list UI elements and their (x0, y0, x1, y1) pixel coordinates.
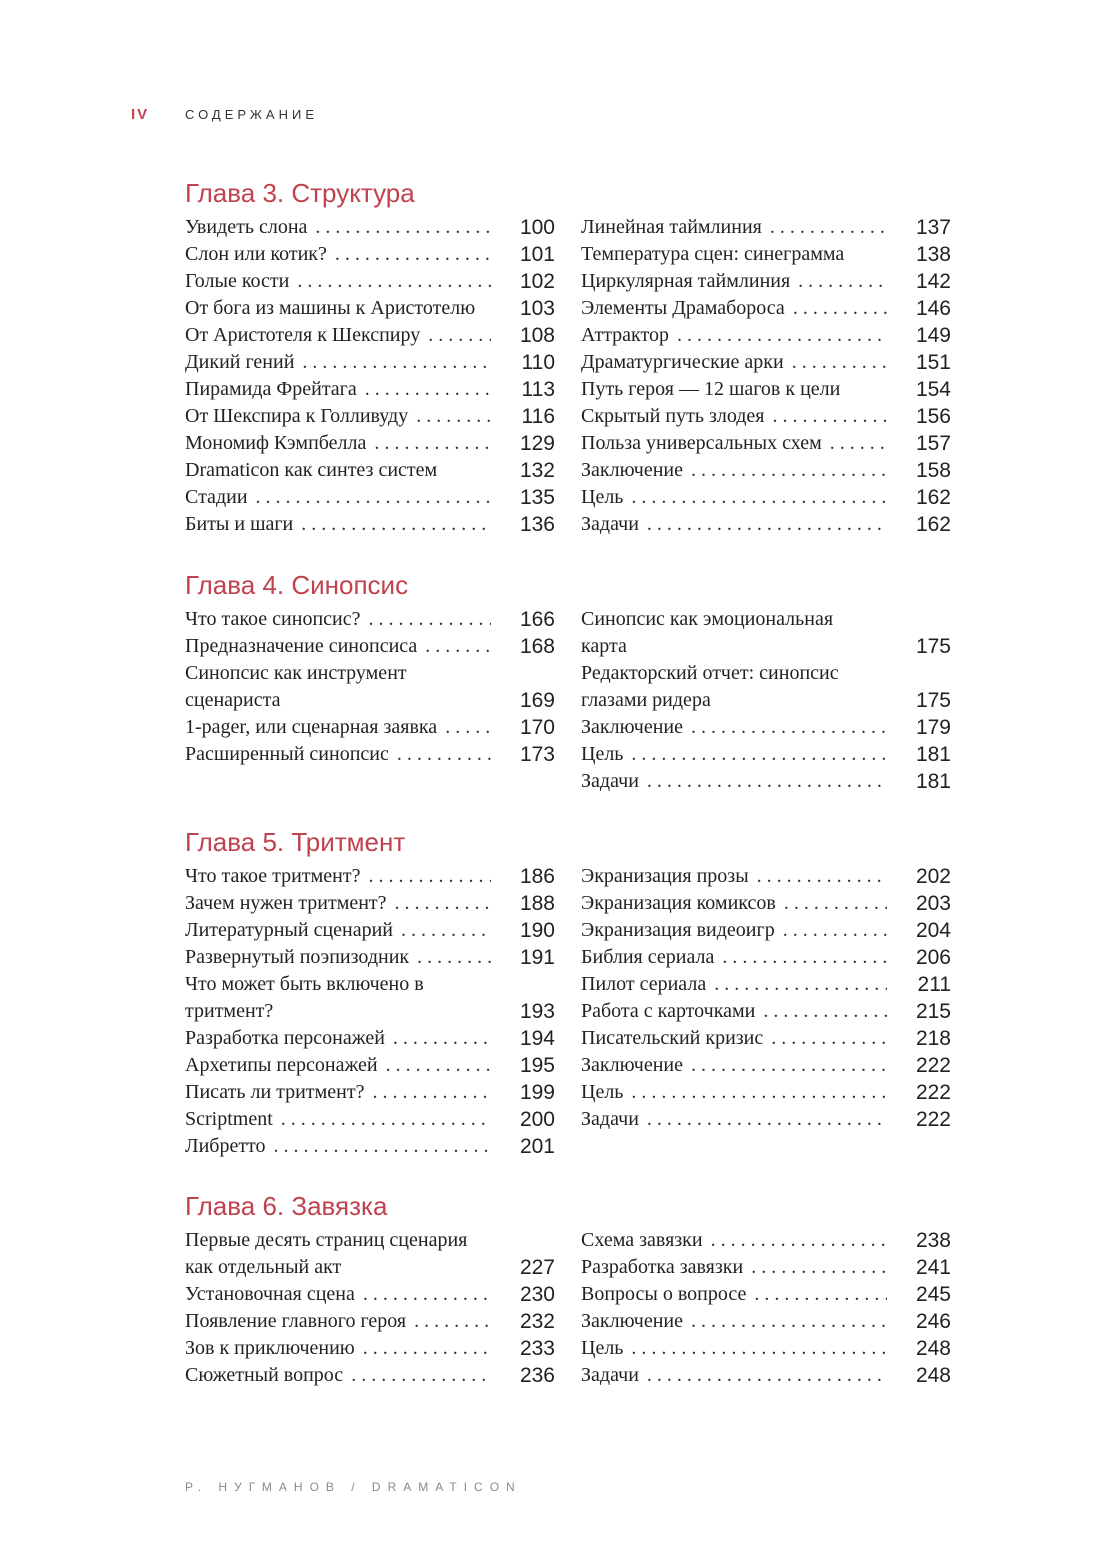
toc-entry-page: 211 (917, 973, 951, 996)
toc-entry[interactable] (185, 1079, 555, 1106)
toc-entry[interactable] (581, 214, 951, 241)
toc-entry[interactable] (185, 741, 555, 768)
chapter-section (185, 176, 955, 538)
toc-entry-label: Цель (581, 1081, 624, 1103)
toc-entry-page: 116 (521, 405, 555, 428)
toc-entry-page: 166 (519, 608, 555, 631)
toc-entry-label: От бога из машины к Аристотелю (185, 297, 476, 319)
toc-entry-page: 101 (519, 243, 555, 266)
toc-entry[interactable] (581, 890, 951, 917)
toc-entry-label: Разработка завязки (581, 1256, 744, 1278)
dot-leader (830, 430, 887, 457)
toc-entry-label: Цель (581, 486, 624, 508)
toc-entry-label: Scriptment (185, 1108, 273, 1130)
toc-entry-page: 233 (519, 1337, 555, 1360)
toc-entry-page: 236 (519, 1364, 555, 1387)
toc-column-right (581, 863, 951, 1160)
dot-leader (335, 241, 491, 268)
toc-entry-label: Задачи (581, 770, 639, 792)
toc-entry[interactable] (185, 511, 555, 538)
toc-entry-page: 203 (915, 892, 951, 915)
chapter-section (185, 1189, 955, 1389)
toc-entry-page: 110 (521, 351, 555, 374)
toc-entry-label: Появление главного героя (185, 1310, 407, 1332)
toc-entry-page: 201 (519, 1135, 555, 1158)
toc-column-right (581, 214, 951, 538)
chapter-title: Глава 4. Синопсис (185, 570, 409, 600)
toc-entry[interactable] (581, 322, 951, 349)
dot-leader (386, 1052, 491, 1079)
toc-entry[interactable] (581, 741, 951, 768)
dot-leader (315, 214, 491, 241)
toc-entry-page: 181 (915, 743, 951, 766)
toc-entry-page: 222 (915, 1108, 951, 1131)
toc-entry[interactable] (581, 376, 951, 403)
toc-entry[interactable] (185, 430, 555, 457)
toc-entry-page: 238 (915, 1229, 951, 1252)
toc-entry[interactable] (581, 511, 951, 538)
toc-entry[interactable] (581, 241, 951, 268)
toc-entry[interactable] (581, 430, 951, 457)
toc-entry-page: 154 (915, 378, 951, 401)
toc-entry-page: 137 (915, 216, 951, 239)
toc-entry-label: Архетипы персонажей (185, 1054, 378, 1076)
dot-leader (414, 1308, 491, 1335)
toc-entry[interactable] (185, 295, 555, 322)
toc-entry-page: 136 (519, 513, 555, 536)
dot-leader (401, 917, 491, 944)
dot-leader (631, 1079, 887, 1106)
toc-entry-page: 186 (519, 865, 555, 888)
toc-entry[interactable] (581, 403, 951, 430)
toc-entry[interactable] (185, 1362, 555, 1389)
dot-leader (722, 944, 887, 971)
dot-leader (363, 1281, 491, 1308)
toc-entry[interactable] (581, 917, 951, 944)
toc-entry[interactable] (185, 457, 555, 484)
toc-entry-label: Зов к приключению (185, 1337, 355, 1359)
dot-leader (425, 633, 491, 660)
toc-entry-label: Мономиф Кэмпбелла (185, 432, 367, 454)
toc-entry[interactable] (581, 1362, 951, 1389)
toc-entry-label: Путь героя — 12 шагов к цели (581, 378, 841, 400)
dot-leader (763, 998, 887, 1025)
toc-entry-label: Установочная сцена (185, 1283, 355, 1305)
dot-leader (368, 863, 491, 890)
dot-leader (711, 1227, 887, 1254)
dot-leader (368, 606, 491, 633)
toc-entry-label: Писать ли тритмент? (185, 1081, 365, 1103)
toc-entry-page: 175 (915, 635, 951, 658)
dot-leader (647, 511, 887, 538)
toc-entry-label: Работа с карточками (581, 1000, 756, 1022)
toc-entry-label: Что может быть включено в тритмент? (185, 973, 424, 1022)
toc-entry-label: Цель (581, 743, 624, 765)
dot-leader (647, 1106, 887, 1133)
dot-leader (631, 484, 887, 511)
toc-entry-label: Линейная таймлиния (581, 216, 762, 238)
toc-entry-page: 218 (915, 1027, 951, 1050)
page-number: IV (131, 106, 150, 123)
dot-leader (274, 1133, 491, 1160)
dot-leader (798, 268, 887, 295)
toc-entry-page: 103 (519, 297, 555, 320)
toc-entry-label: Пирамида Фрейтага (185, 378, 357, 400)
dot-leader (631, 1335, 887, 1362)
toc-entry-page: 156 (915, 405, 951, 428)
dot-leader (784, 890, 887, 917)
toc-entry-page: 190 (519, 919, 555, 942)
toc-entry-label: Синопсис как эмоциональная карта (581, 608, 834, 657)
toc-entry-label: Схема завязки (581, 1229, 703, 1251)
toc-entry-label: Аттрактор (581, 324, 669, 346)
toc-entry-label: Библия сериала (581, 946, 715, 968)
toc-entry[interactable] (185, 403, 555, 430)
toc-entry[interactable] (581, 971, 951, 998)
toc-column-left (185, 606, 555, 795)
toc-entry[interactable] (581, 484, 951, 511)
chapter-title: Глава 3. Структура (185, 178, 415, 208)
toc-entry-label: Биты и шаги (185, 513, 294, 535)
toc-entry-page: 248 (915, 1337, 951, 1360)
toc-column-right (581, 1227, 951, 1389)
dot-leader (793, 295, 887, 322)
toc-entry[interactable] (185, 1335, 555, 1362)
toc-entry-label: Польза универсальных схем (581, 432, 822, 454)
toc-entry-page: 162 (915, 486, 951, 509)
toc-entry-page: 138 (915, 243, 951, 266)
toc-entry-page: 175 (915, 689, 951, 712)
toc-entry-label: Драматургические арки (581, 351, 784, 373)
toc-entry-page: 151 (915, 351, 951, 374)
toc-entry[interactable] (581, 1335, 951, 1362)
dot-leader (302, 349, 491, 376)
toc-entry-page: 181 (915, 770, 951, 793)
dot-leader (428, 322, 491, 349)
dot-leader (757, 863, 887, 890)
toc-entry[interactable] (185, 633, 555, 660)
toc-entry-page: 246 (915, 1310, 951, 1333)
dot-leader (416, 403, 491, 430)
toc-entry-page: 168 (519, 635, 555, 658)
toc-entry-label: Цель (581, 1337, 624, 1359)
toc-entry[interactable] (185, 376, 555, 403)
dot-leader (691, 1308, 887, 1335)
toc-entry[interactable] (581, 606, 951, 660)
toc-entry-label: Что такое тритмент? (185, 865, 361, 887)
toc-entry-label: Увидеть слона (185, 216, 308, 238)
toc-entry-label: Заключение (581, 716, 683, 738)
toc-entry-page: 142 (915, 270, 951, 293)
toc-entry-label: Вопросы о вопросе (581, 1283, 747, 1305)
dot-leader (397, 741, 491, 768)
toc-entry-page: 248 (915, 1364, 951, 1387)
dot-leader (677, 322, 887, 349)
toc-entry-label: Экранизация видеоигр (581, 919, 775, 941)
toc-entry-label: Разработка персонажей (185, 1027, 385, 1049)
toc-entry[interactable] (581, 1254, 951, 1281)
toc-entry[interactable] (185, 1133, 555, 1160)
dot-leader (365, 376, 491, 403)
toc-entry-page: 195 (519, 1054, 555, 1077)
toc-entry-page: 170 (519, 716, 555, 739)
toc-entry[interactable] (581, 1281, 951, 1308)
toc-entry-label: Задачи (581, 1364, 639, 1386)
dot-leader (647, 768, 887, 795)
toc-entry-page: 222 (915, 1054, 951, 1077)
toc-entry[interactable] (185, 322, 555, 349)
toc-entry[interactable] (581, 457, 951, 484)
toc-entry-page: 100 (519, 216, 555, 239)
toc-column-left (185, 863, 555, 1160)
toc-entry[interactable] (185, 268, 555, 295)
toc-entry[interactable] (185, 971, 555, 1025)
toc-entry-label: Заключение (581, 1054, 683, 1076)
dot-leader (771, 1025, 887, 1052)
toc-column-left (185, 214, 555, 538)
toc-entry[interactable] (185, 349, 555, 376)
dot-leader (417, 944, 491, 971)
toc-entry-page: 215 (915, 1000, 951, 1023)
dot-leader (256, 484, 491, 511)
toc-entry-label: Пилот сериала (581, 973, 707, 995)
toc-entry-page: 157 (915, 432, 951, 455)
dot-leader (792, 349, 887, 376)
toc-entry-label: Редакторский отчет: синопсис глазами ридера (581, 662, 839, 711)
toc-entry-page: 206 (915, 946, 951, 969)
toc-entry-label: Либретто (185, 1135, 266, 1157)
toc-entry-page: 179 (915, 716, 951, 739)
toc-entry-page: 149 (915, 324, 951, 347)
toc-entry[interactable] (185, 606, 555, 633)
dot-leader (631, 741, 887, 768)
toc-entry-page: 169 (519, 689, 555, 712)
chapter-title: Глава 5. Тритмент (185, 827, 406, 857)
page-header (131, 106, 318, 123)
dot-leader (691, 714, 887, 741)
dot-leader (395, 890, 491, 917)
dot-leader (751, 1254, 887, 1281)
dot-leader (351, 1362, 491, 1389)
toc-entry-page: 129 (519, 432, 555, 455)
toc-entry-page: 158 (915, 459, 951, 482)
toc-entry-page: 241 (915, 1256, 951, 1279)
toc-entry[interactable] (185, 484, 555, 511)
dot-leader (372, 1079, 491, 1106)
toc-entry-label: Расширенный синопсис (185, 743, 389, 765)
toc-entry-label: Экранизация прозы (581, 865, 749, 887)
toc-entry-page: 230 (519, 1283, 555, 1306)
dot-leader (374, 430, 491, 457)
toc-entry-label: Циркулярная таймлиния (581, 270, 791, 292)
toc-entry-page: 191 (519, 946, 555, 969)
toc-entry-label: Предназначение синопсиса (185, 635, 418, 657)
toc-entry[interactable] (185, 890, 555, 917)
toc-entry-label: Сюжетный вопрос (185, 1364, 344, 1386)
toc-entry[interactable] (185, 1025, 555, 1052)
toc-entry-label: Экранизация комиксов (581, 892, 776, 914)
toc-entry-label: Развернутый поэпизодник (185, 946, 410, 968)
toc-entry[interactable] (581, 1025, 951, 1052)
toc-entry-page: 193 (519, 1000, 555, 1023)
toc-entry[interactable] (581, 268, 951, 295)
toc-entry-label: От Шекспира к Голливуду (185, 405, 409, 427)
toc-entry-page: 146 (915, 297, 951, 320)
toc-entry[interactable] (581, 944, 951, 971)
toc-entry-label: Стадии (185, 486, 248, 508)
toc-entry[interactable] (581, 295, 951, 322)
toc-entry-page: 135 (519, 486, 555, 509)
toc-entry[interactable] (581, 714, 951, 741)
chapter-title: Глава 6. Завязка (185, 1191, 388, 1221)
dot-leader (783, 917, 887, 944)
toc-entry-page: 200 (519, 1108, 555, 1131)
toc-entry-page: 162 (915, 513, 951, 536)
toc-entry[interactable] (581, 660, 951, 714)
toc-entry-page: 227 (519, 1256, 555, 1279)
toc-entry[interactable] (581, 998, 951, 1025)
dot-leader (691, 457, 887, 484)
toc-entry[interactable] (185, 714, 555, 741)
toc-entry-label: Элементы Драмабороса (581, 297, 785, 319)
toc-entry-label: Скрытый путь злодея (581, 405, 765, 427)
dot-leader (714, 971, 887, 998)
dot-leader (281, 1106, 491, 1133)
dot-leader (363, 1335, 491, 1362)
chapter-section (185, 568, 955, 795)
dot-leader (647, 1362, 887, 1389)
dot-leader (297, 268, 491, 295)
toc-entry[interactable] (581, 1308, 951, 1335)
toc-entry[interactable] (185, 241, 555, 268)
toc-entry[interactable] (581, 863, 951, 890)
page-footer: Р. НУГМАНОВ / DRAMATICON (185, 1480, 522, 1494)
toc-entry-label: От Аристотеля к Шекспиру (185, 324, 421, 346)
dot-leader (770, 214, 887, 241)
toc-entry-page: 102 (519, 270, 555, 293)
dot-leader (691, 1052, 887, 1079)
toc-entry-label: Температура сцен: синеграмма (581, 243, 845, 265)
toc-entry[interactable] (581, 768, 951, 795)
toc-entry[interactable] (581, 1052, 951, 1079)
toc-column-right (581, 606, 951, 795)
toc-entry[interactable] (185, 863, 555, 890)
toc-entry-label: 1-pager, или сценарная заявка (185, 716, 438, 738)
toc-entry-page: 232 (519, 1310, 555, 1333)
toc-entry-label: Синопсис как инструмент сценариста (185, 662, 407, 711)
toc-entry[interactable] (581, 1106, 951, 1133)
toc-entry[interactable] (185, 944, 555, 971)
toc-entry-page: 108 (519, 324, 555, 347)
toc-entry-label: Заключение (581, 459, 683, 481)
dot-leader (754, 1281, 887, 1308)
dot-leader (393, 1025, 491, 1052)
toc-entry-page: 245 (915, 1283, 951, 1306)
toc-entry[interactable] (185, 1308, 555, 1335)
toc-entry-label: Слон или котик? (185, 243, 327, 265)
toc-entry-label: Задачи (581, 513, 639, 535)
toc-entry-page: 202 (915, 865, 951, 888)
dot-leader (301, 511, 491, 538)
toc-entry-page: 204 (915, 919, 951, 942)
toc-entry[interactable] (185, 660, 555, 714)
toc-entry[interactable] (185, 1227, 555, 1281)
toc-entry-label: Dramaticon как синтез систем (185, 459, 438, 481)
toc-entry-page: 113 (521, 378, 555, 401)
toc-entry-page: 173 (519, 743, 555, 766)
toc-entry[interactable] (185, 917, 555, 944)
dot-leader (445, 714, 491, 741)
toc-entry[interactable] (581, 1227, 951, 1254)
toc-entry-page: 194 (519, 1027, 555, 1050)
toc-entry[interactable] (185, 1106, 555, 1133)
toc-entry[interactable] (185, 214, 555, 241)
toc-entry-label: Зачем нужен тритмент? (185, 892, 387, 914)
toc-entry-page: 132 (519, 459, 555, 482)
toc-entry[interactable] (185, 1052, 555, 1079)
toc-entry-label: Первые десять страниц сценария как отдельный акт (185, 1229, 468, 1278)
toc-entry-label: Заключение (581, 1310, 683, 1332)
toc-entry[interactable] (581, 349, 951, 376)
running-title: СОДЕРЖАНИЕ (185, 107, 319, 122)
toc-entry-label: Литературный сценарий (185, 919, 394, 941)
dot-leader (773, 403, 888, 430)
toc-entry-label: Задачи (581, 1108, 639, 1130)
toc-entry-page: 199 (519, 1081, 555, 1104)
toc-column-left (185, 1227, 555, 1389)
toc-entry-label: Дикий гений (185, 351, 295, 373)
toc-entry-page: 222 (915, 1081, 951, 1104)
toc-entry[interactable] (581, 1079, 951, 1106)
chapter-section (185, 825, 955, 1160)
toc-entry-label: Что такое синопсис? (185, 608, 361, 630)
toc-entry-page: 188 (519, 892, 555, 915)
toc-entry-label: Писательский кризис (581, 1027, 764, 1049)
toc-entry[interactable] (185, 1281, 555, 1308)
toc-entry-label: Голые кости (185, 270, 290, 292)
